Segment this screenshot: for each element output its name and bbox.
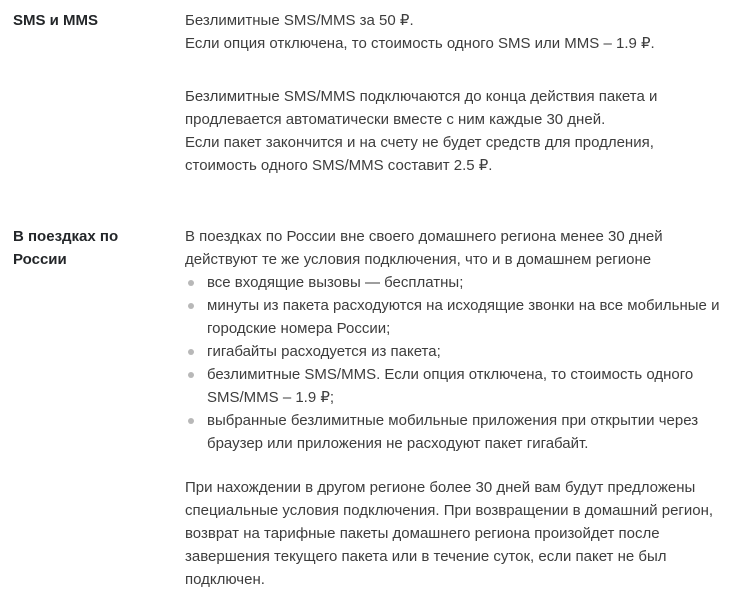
bullet-icon [188,280,194,286]
text-line: Если опция отключена, то стоимость одного SMS или MMS – 1.9 ₽. [185,35,655,52]
list-item-text: безлимитные SMS/MMS. Если опция отключена, то стоимость одного SMS/MMS – 1.9 ₽; [207,366,694,406]
bullet-list [185,271,728,455]
section-label: В поездках по России [13,228,119,268]
text-line: В поездках по России вне своего домашнего региона менее 30 дней действуют те же условия подключения, что и в домашнем регионе [185,228,663,268]
bullet-icon [188,418,194,424]
tariff-section-sms-mms [13,9,728,177]
list-item [185,363,728,409]
section-content [185,9,728,177]
tariff-section-travel-russia [13,225,728,591]
list-item-text: выбранные безлимитные мобильные приложения при открытии через браузер или приложения не расходуют пакет гигабайт. [207,412,699,452]
section-label: SMS и MMS [13,12,99,29]
text-line: При нахождении в другом регионе более 30 дней вам будут предложены специальные условия подключения. При возвращении в домашний регион, возврат на тарифные пакеты домашнего региона произойдет после завершения текущего пакета или в течение суток, если пакет не был подключен. [185,479,714,588]
section-content [185,225,728,591]
list-item [185,294,728,340]
list-item [185,271,728,294]
list-item-text: все входящие вызовы — бесплатны; [207,274,464,291]
text-line: Безлимитные SMS/MMS подключаются до конца действия пакета и продлевается автоматически вместе с ним каждые 30 дней. [185,88,658,128]
list-item [185,409,728,455]
bullet-icon [188,303,194,309]
list-item [185,340,728,363]
bullet-icon [188,349,194,355]
bullet-icon [188,372,194,378]
list-item-text: гигабайты расходуется из пакета; [207,343,441,360]
text-line: Если пакет закончится и на счету не будет средств для продления, стоимость одного SMS/MMS составит 2.5 ₽. [185,134,654,174]
text-line: Безлимитные SMS/MMS за 50 ₽. [185,12,414,29]
list-item-text: минуты из пакета расходуются на исходящие звонки на все мобильные и городские номера России; [207,297,720,337]
